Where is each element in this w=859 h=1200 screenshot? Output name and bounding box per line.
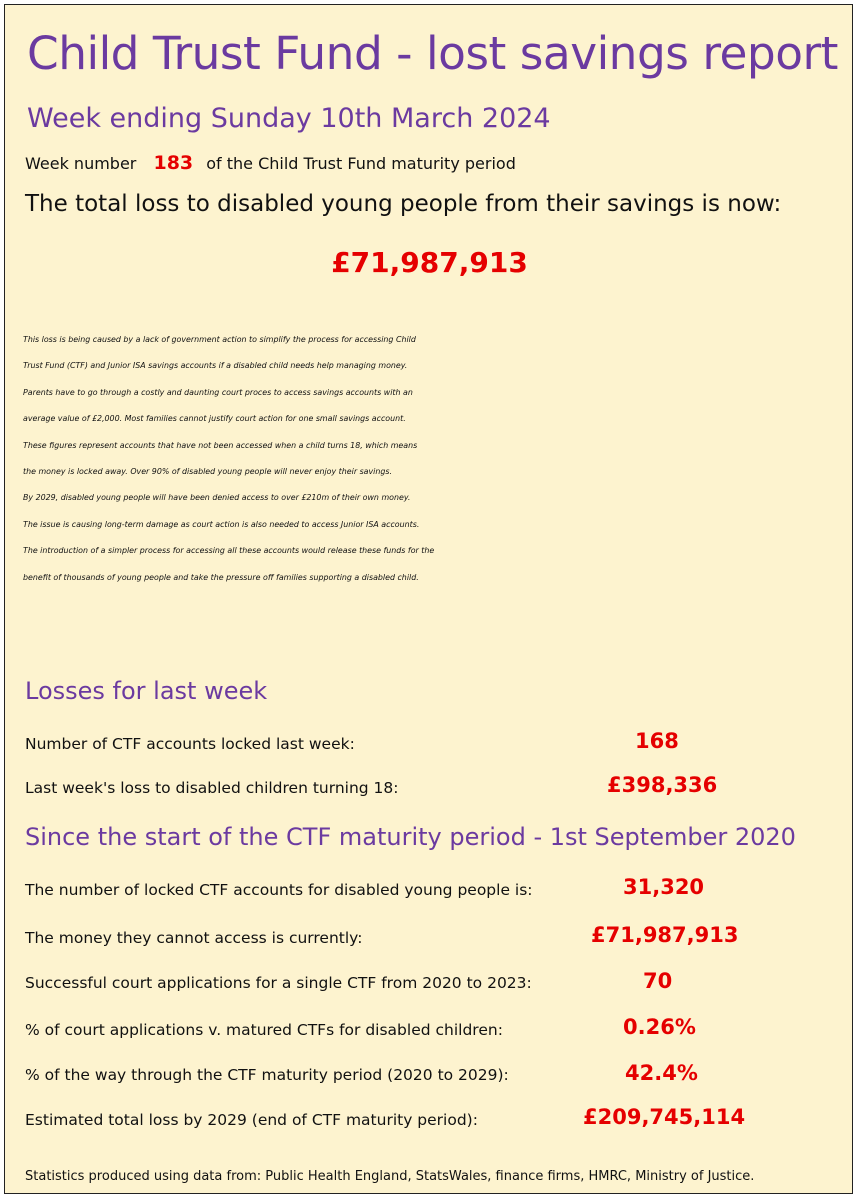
last-week-row-label: Last week's loss to disabled children turning 18: bbox=[25, 779, 399, 797]
paragraph-line: Parents have to go through a costly and daunting court proces to access savings accounts with an bbox=[23, 387, 413, 397]
paragraph-line: The issue is causing long-term damage as court action is also needed to access Junior ISA accounts. bbox=[23, 519, 420, 529]
last-week-row-value: 168 bbox=[635, 729, 679, 753]
since-start-row-label: The number of locked CTF accounts for disabled young people is: bbox=[25, 881, 533, 899]
paragraph-line: This loss is being caused by a lack of government action to simplify the process for accessing Child bbox=[23, 335, 416, 344]
since-start-row-value: 42.4% bbox=[625, 1061, 698, 1085]
week-ending-subtitle: Week ending Sunday 10th March 2024 bbox=[27, 103, 551, 134]
week-number-suffix: of the Child Trust Fund maturity period bbox=[206, 154, 516, 173]
since-start-row-value: 70 bbox=[643, 969, 673, 993]
total-loss-value: £71,987,913 bbox=[331, 246, 528, 279]
since-start-row-label: Successful court applications for a single CTF from 2020 to 2023: bbox=[25, 974, 532, 992]
since-start-row-label: The money they cannot access is currently: bbox=[25, 929, 363, 947]
paragraph-line: Trust Fund (CTF) and Junior ISA savings accounts if a disabled child needs help managing money. bbox=[23, 361, 408, 371]
since-start-row-label: % of court applications v. matured CTFs for disabled children: bbox=[25, 1021, 503, 1039]
data-sources-footer: Statistics produced using data from: Public Health England, StatsWales, finance firms, HMRC, Ministry of Justice. bbox=[25, 1169, 755, 1184]
paragraph-line: the money is locked away. Over 90% of disabled young people will never enjoy their savings. bbox=[23, 467, 393, 477]
report-title: Child Trust Fund - lost savings report bbox=[27, 27, 838, 80]
since-start-row-label: % of the way through the CTF maturity period (2020 to 2029): bbox=[25, 1066, 509, 1084]
since-start-row-value: 0.26% bbox=[623, 1015, 696, 1039]
since-start-row-label: Estimated total loss by 2029 (end of CTF maturity period): bbox=[25, 1111, 478, 1129]
last-week-heading: Losses for last week bbox=[25, 677, 268, 705]
explanation-paragraph bbox=[23, 327, 843, 591]
week-number-line bbox=[25, 152, 516, 175]
paragraph-line: The introduction of a simpler process for accessing all these accounts would release these funds for the bbox=[23, 546, 435, 556]
since-start-heading: Since the start of the CTF maturity period - 1st September 2020 bbox=[25, 823, 796, 851]
last-week-row-value: £398,336 bbox=[607, 773, 718, 797]
paragraph-line: By 2029, disabled young people will have been denied access to over £210m of their own money. bbox=[23, 493, 411, 503]
since-start-row-value: £209,745,114 bbox=[583, 1105, 746, 1129]
since-start-row-value: £71,987,913 bbox=[591, 923, 739, 947]
paragraph-line: These figures represent accounts that have not been accessed when a child turns 18, which means bbox=[23, 440, 418, 450]
paragraph-line: benefit of thousands of young people and take the pressure off families supporting a disabled child. bbox=[23, 572, 419, 582]
paragraph-line: average value of £2,000. Most families cannot justify court action for one small savings account. bbox=[23, 414, 406, 424]
week-number-value: 183 bbox=[153, 152, 194, 174]
report-card bbox=[4, 4, 853, 1194]
week-number-prefix: Week number bbox=[25, 154, 137, 173]
since-start-row-value: 31,320 bbox=[623, 875, 705, 899]
last-week-row-label: Number of CTF accounts locked last week: bbox=[25, 735, 355, 753]
total-loss-headline: The total loss to disabled young people from their savings is now: bbox=[25, 191, 782, 217]
